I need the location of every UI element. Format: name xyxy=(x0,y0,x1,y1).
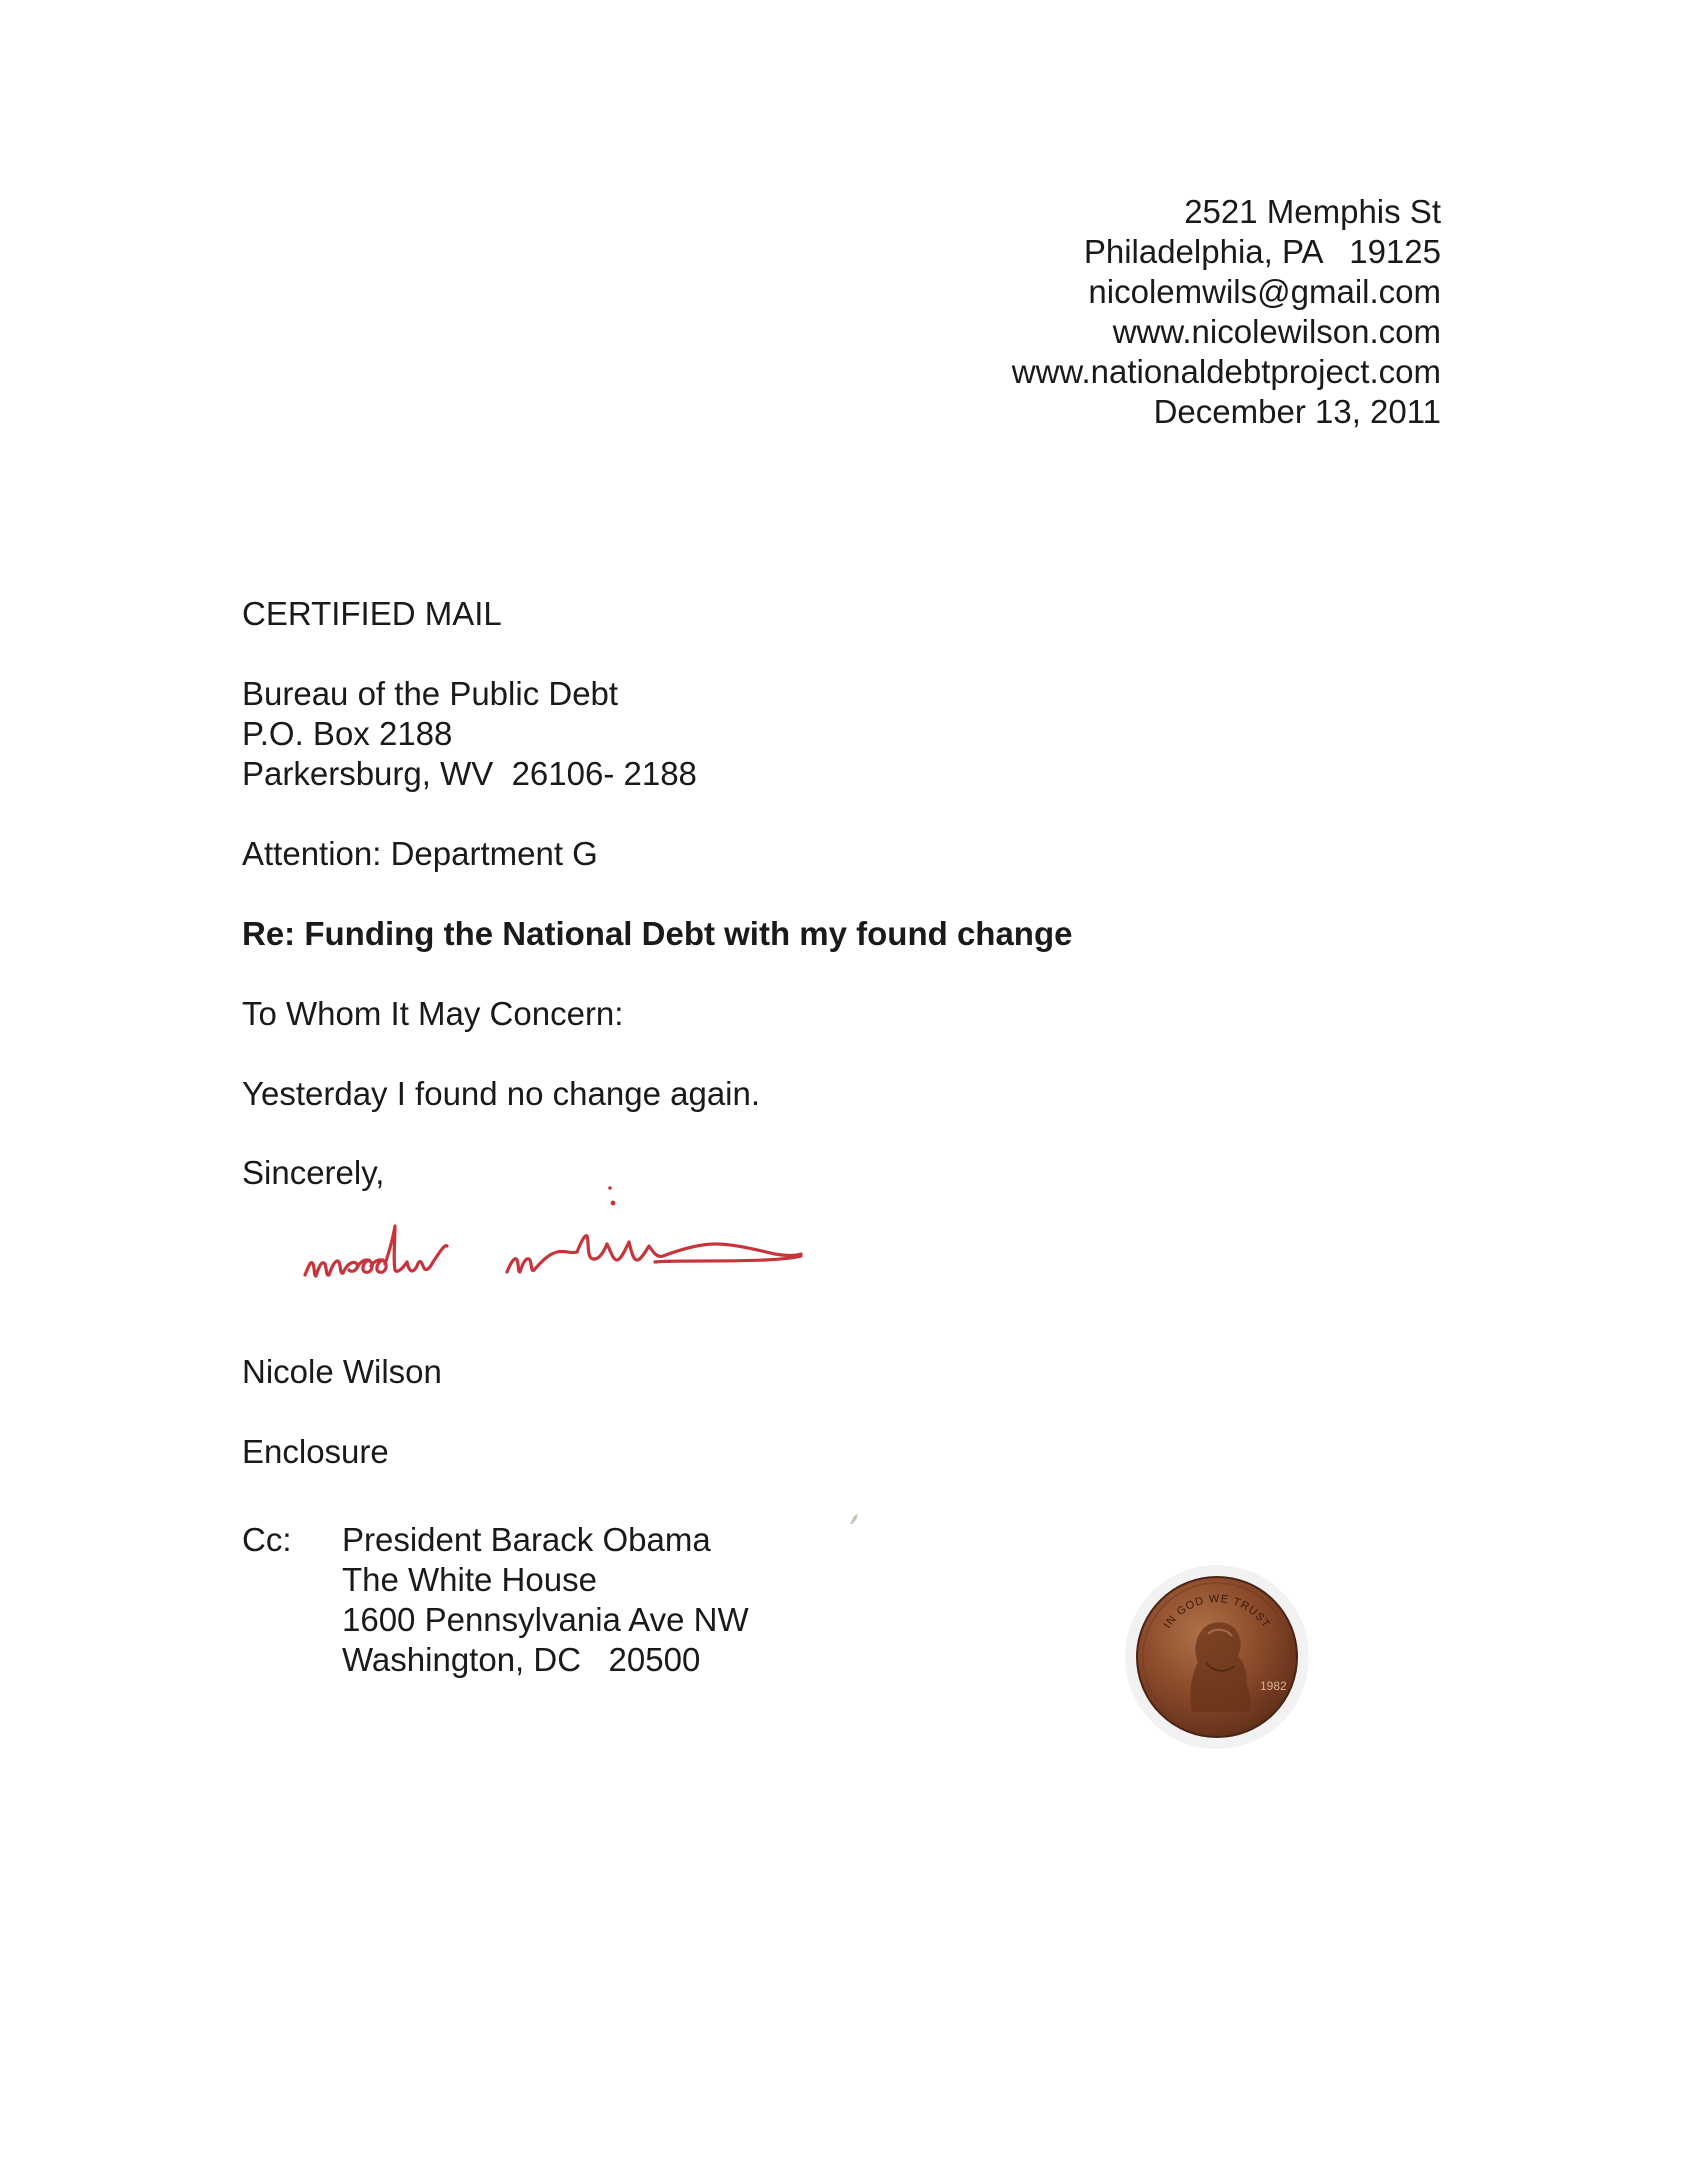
sender-address-block xyxy=(1012,192,1441,432)
sender-website-2: www.nationaldebtproject.com xyxy=(1011,353,1441,390)
recipient-address-block xyxy=(242,674,697,794)
sender-email: nicolemwils@gmail.com xyxy=(1088,273,1441,310)
enclosure-notation: Enclosure xyxy=(242,1433,389,1470)
recipient-city-state-zip: Parkersburg, WV 26106- 2188 xyxy=(242,755,697,792)
attention-line: Attention: Department G xyxy=(242,835,598,872)
sender-street: 2521 Memphis St xyxy=(1184,193,1441,230)
cc-org: The White House xyxy=(342,1561,597,1598)
cc-street: 1600 Pennsylvania Ave NW xyxy=(342,1601,749,1638)
sender-city-state-zip: Philadelphia, PA 19125 xyxy=(1083,233,1441,270)
subject-line: Re: Funding the National Debt with my found change xyxy=(242,915,1073,952)
cc-address-block xyxy=(342,1520,749,1680)
recipient-po-box: P.O. Box 2188 xyxy=(242,715,453,752)
closing: Sincerely, xyxy=(242,1154,385,1191)
handwritten-signature xyxy=(295,1180,815,1310)
coin-motto: IN GOD WE TRUST xyxy=(1161,1592,1273,1631)
cc-label: Cc: xyxy=(242,1521,292,1558)
signer-name: Nicole Wilson xyxy=(242,1353,442,1390)
penny-coin-image xyxy=(1122,1562,1312,1752)
paper-speck xyxy=(848,1512,860,1526)
salutation: To Whom It May Concern: xyxy=(242,995,624,1032)
mail-type: CERTIFIED MAIL xyxy=(242,595,502,632)
cc-name: President Barack Obama xyxy=(342,1521,711,1558)
letter-body: Yesterday I found no change again. xyxy=(242,1075,761,1112)
coin-year: 1982 xyxy=(1260,1679,1287,1693)
sender-website-1: www.nicolewilson.com xyxy=(1112,313,1441,350)
letter-date: December 13, 2011 xyxy=(1153,393,1441,430)
recipient-name: Bureau of the Public Debt xyxy=(242,675,619,712)
cc-city-state-zip: Washington, DC 20500 xyxy=(342,1641,701,1678)
